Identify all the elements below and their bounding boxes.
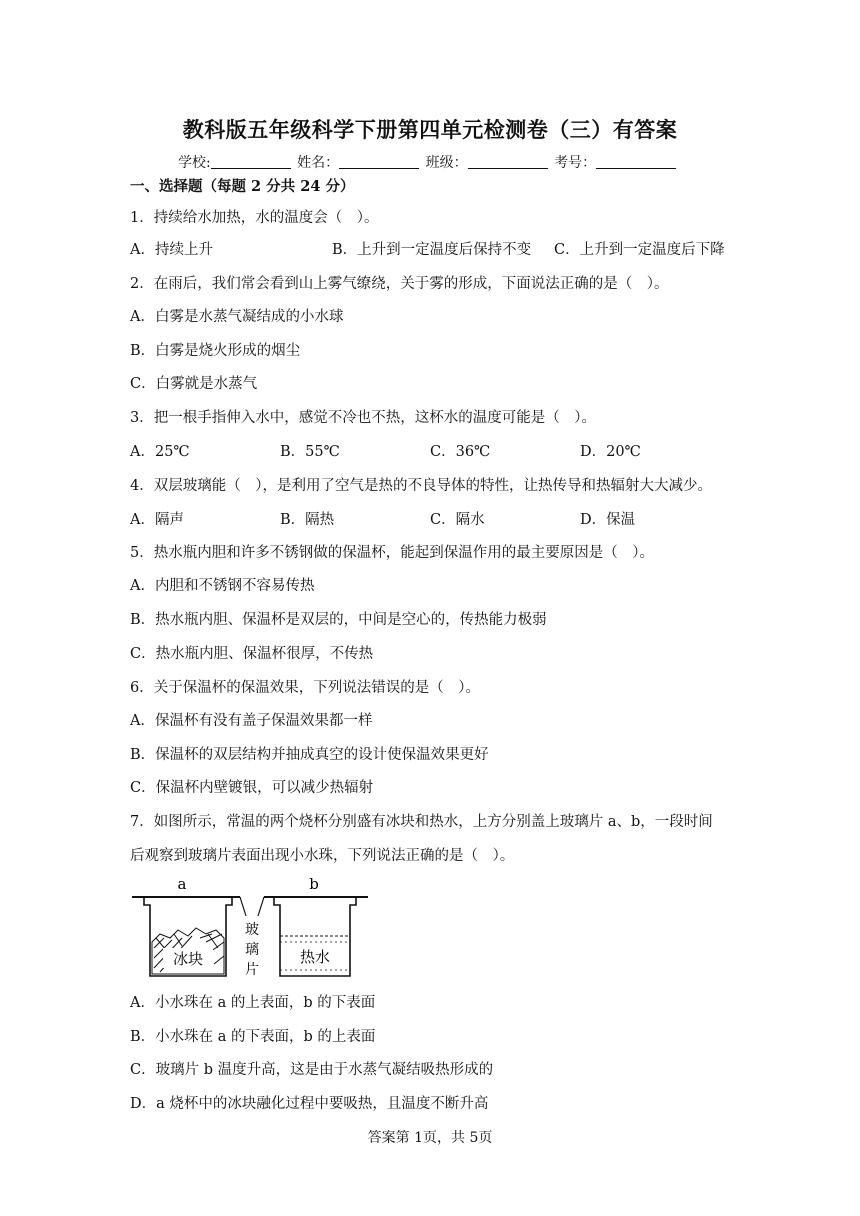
school-blank[interactable] [211, 154, 291, 169]
question-4-option-b: B．隔热 [280, 512, 335, 528]
question-2-stem: 2．在雨后，我们常会看到山上雾气缭绕，关于雾的形成，下面说法正确的是（ ）。 [130, 276, 669, 292]
question-1-stem: 1．持续给水加热，水的温度会（ ）。 [130, 210, 379, 226]
question-7-option-c: C．玻璃片 b 温度升高，这是由于水蒸气凝结吸热形成的 [130, 1062, 494, 1078]
ice-label: 冰块 [172, 950, 204, 968]
question-7-option-a: A．小水珠在 a 的上表面，b 的下表面 [130, 995, 376, 1011]
name-label: 姓名： [297, 155, 340, 171]
question-5-option-a: A．内胆和不锈钢不容易传热 [130, 578, 315, 594]
question-6-option-a: A．保温杯有没有盖子保温效果都一样 [130, 713, 373, 729]
page-footer: 答案第 1页，共 5页 [367, 1130, 493, 1146]
question-4-option-c: C．隔水 [430, 512, 485, 528]
glass-label-char-3: 片 [245, 962, 259, 978]
question-3-option-d: D．20℃ [580, 444, 641, 460]
question-1-option-c: C．上升到一定温度后下降 [554, 242, 725, 258]
question-6-stem: 6．关于保温杯的保温效果，下列说法错误的是（ ）。 [130, 680, 480, 696]
student-info-line [178, 152, 678, 172]
question-7-option-d: D．a 烧杯中的冰块融化过程中要吸热，且温度不断升高 [130, 1096, 489, 1112]
class-label: 班级： [425, 155, 468, 171]
beakers-figure [130, 872, 370, 982]
glass-label-char-2: 璃 [245, 942, 259, 958]
glass-label-char-1: 玻 [245, 922, 259, 938]
question-7-stem-line-1: 7．如图所示，常温的两个烧杯分别盛有冰块和热水，上方分别盖上玻璃片 a、b，一段时间 [130, 814, 713, 830]
question-7-stem-line-2: 后观察到玻璃片表面出现小水珠，下列说法正确的是（ ）。 [130, 848, 515, 864]
name-blank[interactable] [339, 154, 419, 169]
question-5-stem: 5．热水瓶内胆和许多不锈钢做的保温杯，能起到保温作用的最主要原因是（ ）。 [130, 545, 654, 561]
section-heading: 一、选择题（每题 2 分共 24 分） [130, 178, 355, 195]
question-2-option-b: B．白雾是烧火形成的烟尘 [130, 343, 301, 359]
question-1-option-a: A．持续上升 [130, 242, 213, 258]
question-3-option-c: C．36℃ [430, 444, 491, 460]
question-4-stem: 4．双层玻璃能（ ），是利用了空气是热的不良导体的特性，让热传导和热辐射大大减少。 [130, 478, 712, 494]
exam-number-label: 考号： [554, 155, 597, 171]
question-4-option-a: A．隔声 [130, 512, 184, 528]
question-6-option-c: C．保温杯内壁镀银，可以减少热辐射 [130, 780, 374, 796]
question-5-option-c: C．热水瓶内胆、保温杯很厚，不传热 [130, 646, 374, 662]
question-3-stem: 3．把一根手指伸入水中，感觉不冷也不热，这杯水的温度可能是（ ）。 [130, 410, 596, 426]
question-4-option-d: D．保温 [580, 512, 636, 528]
exam-number-blank[interactable] [596, 154, 676, 169]
figure-label-a: a [177, 875, 187, 893]
question-2-option-a: A．白雾是水蒸气凝结成的小水球 [130, 309, 344, 325]
question-3-option-b: B．55℃ [280, 444, 340, 460]
class-blank[interactable] [468, 154, 548, 169]
page-title: 教科版五年级科学下册第四单元检测卷（三）有答案 [182, 117, 678, 142]
question-2-option-c: C．白雾就是水蒸气 [130, 376, 258, 392]
hot-water-label: 热水 [299, 948, 331, 966]
question-3-option-a: A．25℃ [130, 444, 190, 460]
school-label: 学校: [178, 155, 211, 171]
question-7-option-b: B．小水珠在 a 的下表面，b 的上表面 [130, 1029, 376, 1045]
question-6-option-b: B．保温杯的双层结构并抽成真空的设计使保温效果更好 [130, 747, 489, 763]
question-1-option-b: B．上升到一定温度后保持不变 [332, 242, 532, 258]
question-5-option-b: B．热水瓶内胆、保温杯是双层的，中间是空心的，传热能力极弱 [130, 612, 547, 628]
figure-label-b: b [309, 875, 319, 893]
